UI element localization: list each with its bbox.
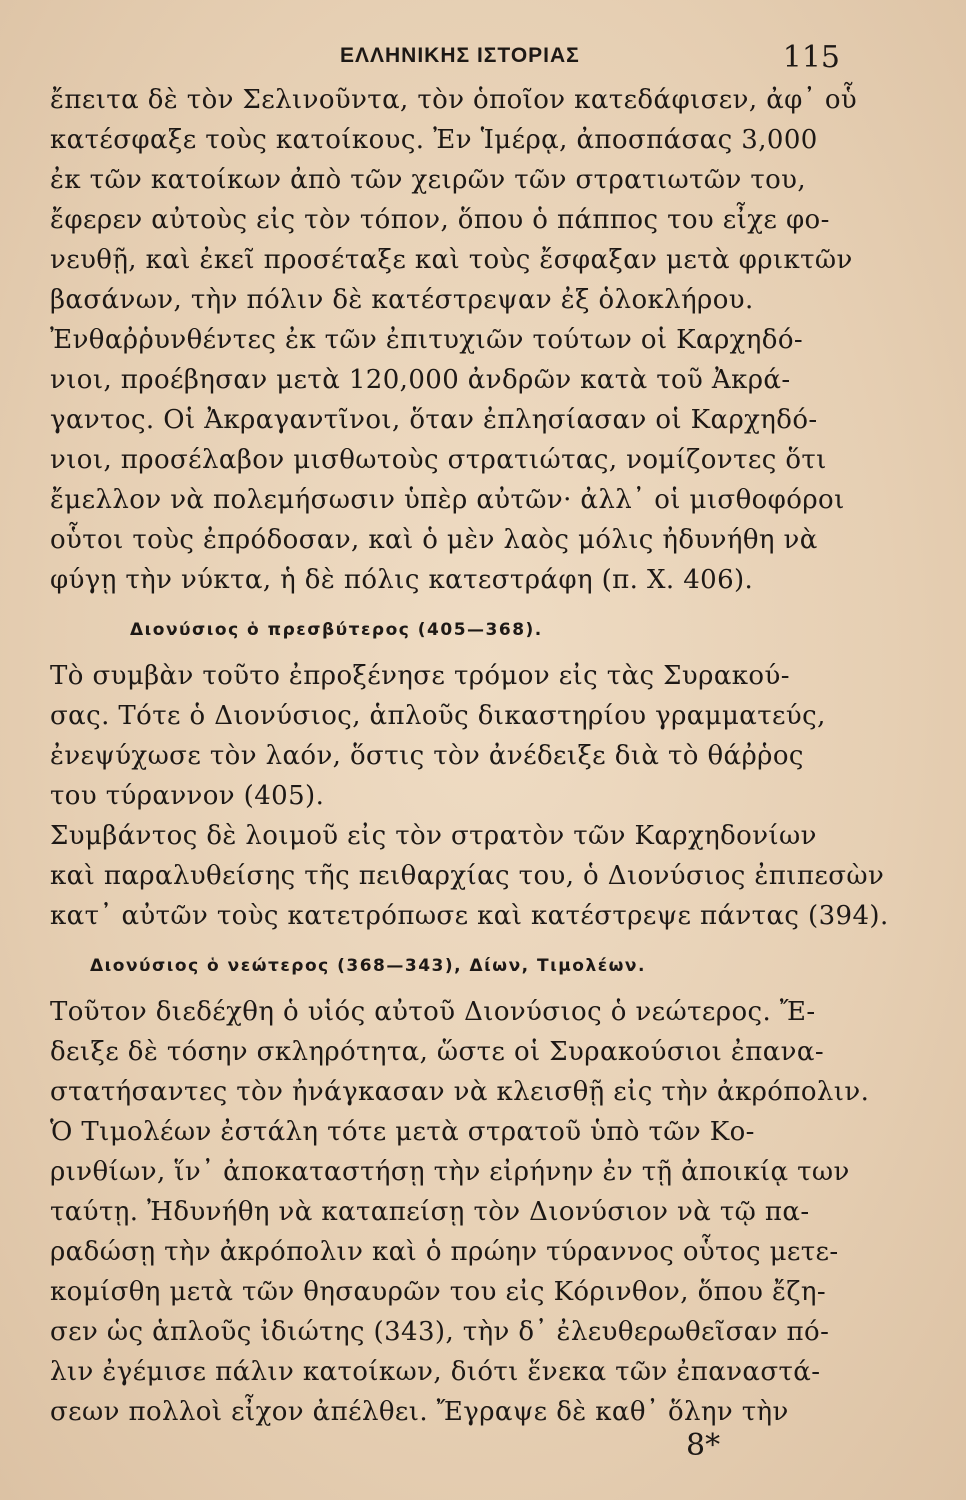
paragraph-2 <box>50 320 845 600</box>
text-line: σεν ὡς ἁπλοῦς ἰδιώτης (343), τὴν δ᾽ ἐλευθερωθεῖσαν πό- <box>50 1317 830 1347</box>
text-line: ἐκ τῶν κατοίκων ἀπὸ τῶν χειρῶν τῶν στρατιωτῶν του, <box>50 165 807 195</box>
text-line: ραδώσῃ τὴν ἀκρόπολιν καὶ ὁ πρώην τύραννος οὗτος μετε- <box>50 1237 839 1267</box>
text-line: Ἐνθαῤῥυνθέντες ἐκ τῶν ἐπιτυχιῶν τούτων οἱ Καρχηδό- <box>50 325 804 355</box>
text-line: Τοῦτον διεδέχθη ὁ υἱός αὐτοῦ Διονύσιος ὁ νεώτερος. Ἔ- <box>50 997 816 1027</box>
text-line: κομίσθη μετὰ τῶν θησαυρῶν του εἰς Κόρινθον, ὅπου ἔζη- <box>50 1277 827 1307</box>
text-line: λιν ἐγέμισε πάλιν κατοίκων, διότι ἕνεκα τῶν ἐπαναστά- <box>50 1357 821 1387</box>
text-line: καὶ παραλυθείσης τῆς πειθαρχίας του, ὁ Διονύσιος ἐπιπεσὼν <box>50 861 885 891</box>
text-line: σεων πολλοὶ εἶχον ἀπέλθει. Ἔγραψε δὲ καθ᾽ ὅλην τὴν <box>50 1397 789 1427</box>
text-line: νιοι, προσέλαβον μισθωτοὺς στρατιώτας, νομίζοντες ὅτι <box>50 445 827 475</box>
text-line: σας. Τότε ὁ Διονύσιος, ἁπλοῦς δικαστηρίου γραμματεύς, <box>50 701 826 731</box>
paragraph-1 <box>50 80 858 320</box>
signature-mark: 8* <box>686 1428 721 1463</box>
text-line: νιοι, προέβησαν μετὰ 120,000 ἀνδρῶν κατὰ τοῦ Ἀκρά- <box>50 365 791 395</box>
running-title: ΕΛΛΗΝΙΚΗΣ ΙΣΤΟΡΙΑΣ <box>340 44 580 67</box>
text-line: ἐνεψύχωσε τὸν λαόν, ὅστις τὸν ἀνέδειξε διὰ τὸ θάῤῥος <box>50 741 804 771</box>
text-line: νευθῇ, καὶ ἐκεῖ προσέταξε καὶ τοὺς ἔσφαξαν μετὰ φρικτῶν <box>50 245 853 275</box>
text-line: δειξε δὲ τόσην σκληρότητα, ὥστε οἱ Συρακούσιοι ἐπανα- <box>50 1037 825 1067</box>
text-line: βασάνων, τὴν πόλιν δὲ κατέστρεψαν ἐξ ὁλοκλήρου. <box>50 285 754 315</box>
paragraph-4 <box>50 816 889 936</box>
running-head <box>40 38 840 78</box>
text-line: ἔμελλον νὰ πολεμήσωσιν ὑπὲρ αὐτῶν· ἀλλ᾽ οἱ μισθοφόροι <box>50 485 845 515</box>
paragraph-3 <box>50 656 830 816</box>
text-line: Ὁ Τιμολέων ἐστάλη τότε μετὰ στρατοῦ ὑπὸ τῶν Κο- <box>50 1117 755 1147</box>
text-line: κατ᾽ αὐτῶν τοὺς κατετρόπωσε καὶ κατέστρεψε πάντας (394). <box>50 901 889 931</box>
text-line: κατέσφαξε τοὺς κατοίκους. Ἐν Ἱμέρᾳ, ἀποσπάσας 3,000 <box>50 125 818 155</box>
text-line: ἔπειτα δὲ τὸν Σελινοῦντα, τὸν ὁποῖον κατεδάφισεν, ἀφ᾽ οὗ <box>50 85 858 115</box>
text-line: γαντος. Οἱ Ἀκραγαντῖνοι, ὅταν ἐπλησίασαν οἱ Καρχηδό- <box>50 405 818 435</box>
text-line: ταύτῃ. Ἠδυνήθη νὰ καταπείσῃ τὸν Διονύσιον νὰ τῷ πα- <box>50 1197 810 1227</box>
text-line: οὗτοι τοὺς ἐπρόδοσαν, καὶ ὁ μὲν λαὸς μόλις ἠδυνήθη νὰ <box>50 525 818 555</box>
section-heading-dionysius-younger: Διονύσιος ὁ νεώτερος (368—343), Δίων, Τιμολέων. <box>90 956 646 976</box>
paragraph-5 <box>50 992 870 1112</box>
section-heading-dionysius-elder: Διονύσιος ὁ πρεσβύτερος (405—368). <box>130 620 543 640</box>
text-line: του τύραννον (405). <box>50 781 325 811</box>
text-line: Τὸ συμβὰν τοῦτο ἐπροξένησε τρόμον εἰς τὰς Συρακού- <box>50 661 790 691</box>
text-line: Συμβάντος δὲ λοιμοῦ εἰς τὸν στρατὸν τῶν Καρχηδονίων <box>50 821 817 851</box>
text-line: ἔφερεν αὐτοὺς εἰς τὸν τόπον, ὅπου ὁ πάππος του εἶχε φο- <box>50 205 830 235</box>
text-line: στατήσαντες τὸν ἠνάγκασαν νὰ κλεισθῇ εἰς τὴν ἀκρόπολιν. <box>50 1077 870 1107</box>
text-line: φύγῃ τὴν νύκτα, ἡ δὲ πόλις κατεστράφη (π. Χ. 406). <box>50 565 754 595</box>
text-block <box>50 80 889 1432</box>
page-number: 115 <box>782 40 840 75</box>
paragraph-6 <box>50 1112 850 1432</box>
text-line: ρινθίων, ἵν᾽ ἀποκαταστήσῃ τὴν εἰρήνην ἐν τῇ ἀποικίᾳ των <box>50 1157 850 1187</box>
